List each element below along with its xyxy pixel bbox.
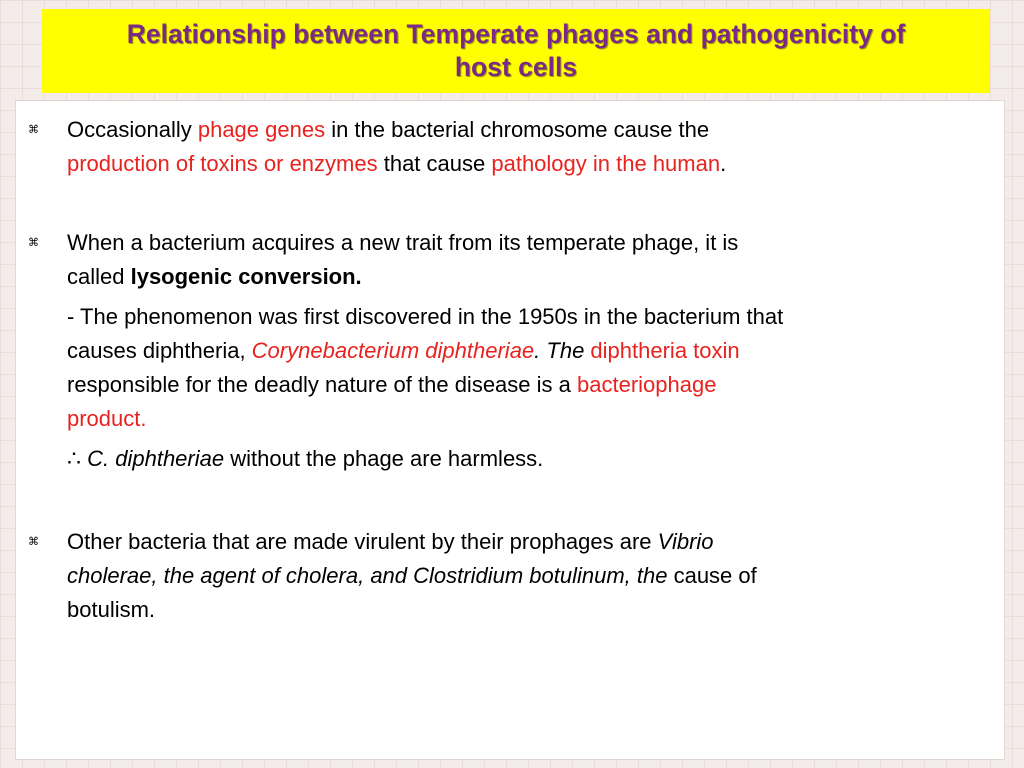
title-banner: [42, 9, 990, 93]
text-run: . The: [534, 338, 591, 363]
text-run: responsible for the deadly nature of the disease is a: [67, 372, 577, 397]
text-run: that cause: [377, 151, 492, 176]
text-run: without the phage are harmless.: [224, 446, 544, 471]
term-lysogenic-conversion: lysogenic conversion.: [130, 264, 362, 289]
bullet-text: [67, 525, 997, 627]
highlight-diphtheria: diphtheria: [590, 338, 688, 363]
text-run: botulism.: [67, 597, 156, 622]
content-panel: [15, 100, 1005, 760]
bullet-text: [67, 113, 997, 181]
species-abbrev: C. diphtheriae: [87, 446, 225, 471]
text-run: cholerae, the agent of cholera, and Clostridium botulinum, the: [67, 563, 668, 588]
text-run: called: [67, 264, 131, 289]
text-run: .: [720, 151, 727, 176]
bullet-icon: ⌘: [28, 237, 39, 249]
text-run: - The phenomenon was first discovered in the 1950s in the bacterium that: [67, 304, 784, 329]
highlight-phage-genes: phage genes: [197, 117, 326, 142]
text-run: Other bacteria that are made virulent by their prophages are: [67, 529, 658, 554]
highlight-pathology: pathology in the human: [491, 151, 721, 176]
highlight-toxins: production of toxins or enzymes: [67, 151, 378, 176]
highlight-bacteriophage: bacteriophage: [577, 372, 717, 397]
text-run: causes diphtheria,: [67, 338, 252, 363]
therefore-icon: ∴: [67, 446, 81, 471]
species-name: Corynebacterium diphtheriae: [251, 338, 535, 363]
title-line-1: Relationship between Temperate phages and pathogenicity of: [126, 19, 906, 49]
title-line-2: host cells: [454, 52, 578, 82]
text-run: in the bacterial chromosome cause the: [325, 117, 710, 142]
highlight-product: product.: [67, 406, 147, 431]
species-name: Vibrio: [657, 529, 714, 554]
text-run: cause of: [667, 563, 757, 588]
bullet-text: [67, 226, 997, 476]
text-run: Occasionally: [67, 117, 198, 142]
bullet-icon: ⌘: [28, 536, 39, 548]
text-run: When a bacterium acquires a new trait from its temperate phage, it is: [67, 230, 739, 255]
highlight-toxin: toxin: [687, 338, 740, 363]
bullet-icon: ⌘: [28, 124, 39, 136]
slide-title: [127, 18, 905, 84]
